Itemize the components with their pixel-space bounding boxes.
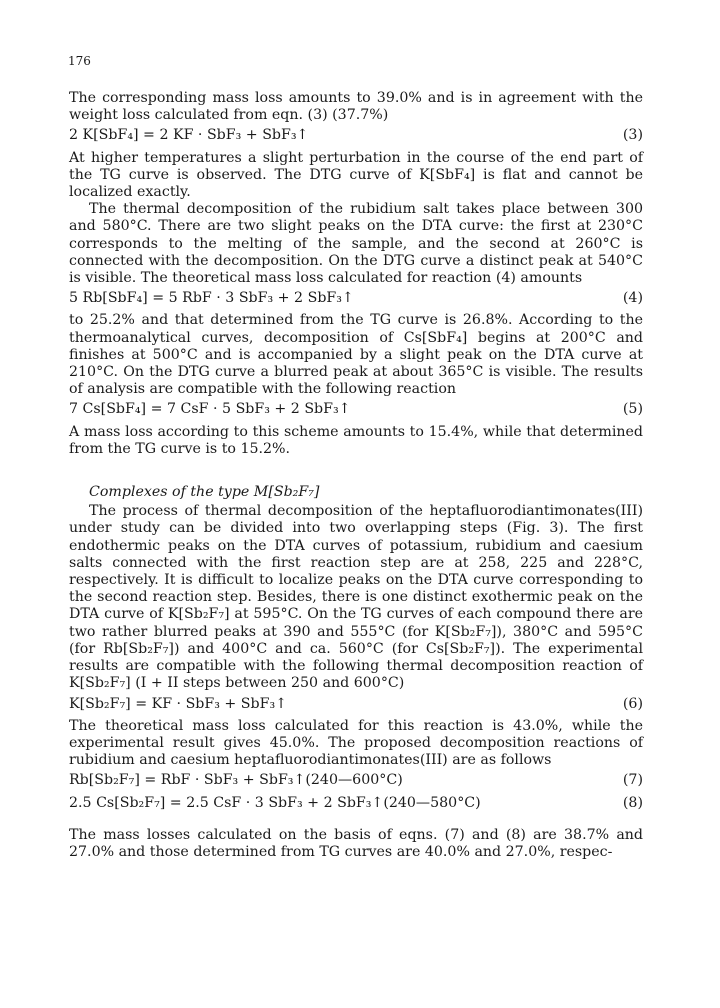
equation	[69, 696, 643, 713]
equation-number: (7)	[622, 772, 643, 789]
equation-text: 2.5 Cs[Sb₂F₇] = 2.5 CsF · 3 SbF₃ + 2 SbF₃↑(240—580°C)	[69, 794, 481, 811]
equation-text: 2 K[SbF₄] = 2 KF · SbF₃ + SbF₃↑	[69, 127, 309, 144]
equation	[69, 401, 643, 418]
equation-number: (3)	[622, 127, 643, 144]
spacer	[69, 817, 643, 827]
text-column	[69, 90, 643, 861]
equation-number: (4)	[622, 290, 643, 307]
equation-text: K[Sb₂F₇] = KF · SbF₃ + SbF₃↑	[69, 695, 288, 712]
equation-number: (6)	[622, 695, 643, 712]
body-paragraph: The corresponding mass loss amounts to 39.0% and is in agreement with the weight loss calculated from eqn. (3) (37.7%)	[69, 90, 643, 124]
body-paragraph: A mass loss according to this scheme amounts to 15.4%, while that determined from the TG curve is to 15.2%.	[69, 423, 643, 457]
equation	[69, 127, 643, 144]
equation-text: 5 Rb[SbF₄] = 5 RbF · 3 SbF₃ + 2 SbF₃↑	[69, 290, 354, 307]
body-paragraph: The mass losses calculated on the basis of eqns. (7) and (8) are 38.7% and 27.0% and those determined from TG curves are 40.0% and 27.0%, respec-	[69, 826, 643, 860]
equation	[69, 290, 643, 307]
equation-text: 7 Cs[SbF₄] = 7 CsF · 5 SbF₃ + 2 SbF₃↑	[69, 401, 351, 418]
page-number: 176	[68, 54, 91, 68]
body-paragraph: The theoretical mass loss calculated for this reaction is 43.0%, while the experimental result gives 45.0%. The proposed decomposition reactions of rubidium and caesium heptafluorodiantimonates(III) are as follows	[69, 717, 643, 769]
equation-number: (8)	[622, 794, 643, 811]
equation-text: Rb[Sb₂F₇] = RbF · SbF₃ + SbF₃↑(240—600°C)	[69, 772, 403, 789]
equation	[69, 795, 643, 812]
body-paragraph: The thermal decomposition of the rubidium salt takes place between 300 and 580°C. There are two slight peaks on the DTA curve: the first at 230°C corresponds to the melting of the sample, and the second at 260°C is connected with the decomposition. On the DTG curve a distinct peak at 540°C is visible. The theoretical mass loss calculated for reaction (4) amounts	[69, 201, 643, 287]
equation-number: (5)	[622, 401, 643, 418]
body-paragraph: to 25.2% and that determined from the TG curve is 26.8%. According to the thermoanalytical curves, decomposition of Cs[SbF₄] begins at 200°C and finishes at 500°C and is accompanied by a slight peak on the DTA curve at 210°C. On the DTG curve a blurred peak at about 365°C is visible. The results of analysis are compatible with the following reaction	[69, 312, 643, 398]
equation	[69, 772, 643, 789]
section-heading: Complexes of the type M[Sb₂F₇]	[89, 484, 320, 501]
body-paragraph: The process of thermal decomposition of the heptafluorodiantimonates(III) under study can be divided into two overlapping steps (Fig. 3). The first endothermic peaks on the DTA curves of potassium, rubidium and caesium salts connected with the first reaction step are at 258, 225 and 228°C, respectively. It is difficult to localize peaks on the DTA curve corresponding to the second reaction step. Besides, there is one distinct exothermic peak on the DTA curve of K[Sb₂F₇] at 595°C. On the TG curves of each compound there are two rather blurred peaks at 390 and 555°C (for K[Sb₂F₇]), 380°C and 595°C (for Rb[Sb₂F₇]) and 400°C and ca. 560°C (for Cs[Sb₂F₇]). The experimental results are compatible with the following thermal decomposition reaction of K[Sb₂F₇] (I + II steps between 250 and 600°C)	[69, 503, 643, 692]
body-paragraph: At higher temperatures a slight perturbation in the course of the end part of the TG curve is observed. The DTG curve of K[SbF₄] is flat and cannot be localized exactly.	[69, 149, 643, 201]
